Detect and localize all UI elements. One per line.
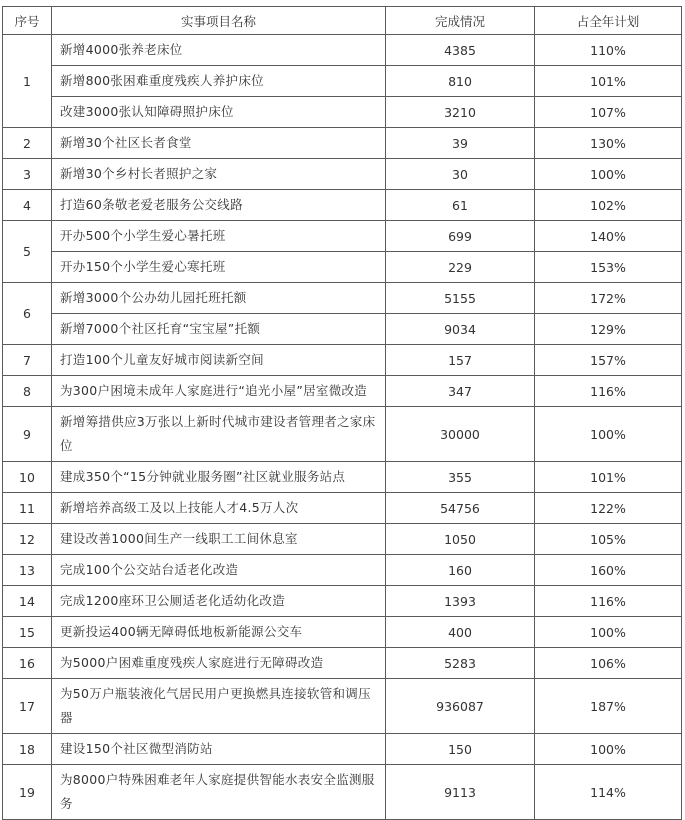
- row-index: 2: [3, 128, 52, 159]
- project-name: 新增筹措供应3万张以上新时代城市建设者管理者之家床位: [52, 407, 386, 462]
- project-name: 更新投运400辆无障碍低地板新能源公交车: [52, 617, 386, 648]
- completion-value: 160: [386, 555, 535, 586]
- completion-value: 39: [386, 128, 535, 159]
- row-index: 6: [3, 283, 52, 345]
- table-row: [3, 376, 682, 407]
- row-index: 15: [3, 617, 52, 648]
- plan-percent: 101%: [535, 66, 682, 97]
- completion-value: 1393: [386, 586, 535, 617]
- table-row: [3, 734, 682, 765]
- completion-value: 400: [386, 617, 535, 648]
- completion-value: 157: [386, 345, 535, 376]
- project-name: 改建3000张认知障碍照护床位: [52, 97, 386, 128]
- completion-value: 355: [386, 462, 535, 493]
- project-name: 新增30个社区长者食堂: [52, 128, 386, 159]
- plan-percent: 129%: [535, 314, 682, 345]
- table-row: [3, 345, 682, 376]
- row-index: 9: [3, 407, 52, 462]
- project-name: 建设改善1000间生产一线职工工间休息室: [52, 524, 386, 555]
- project-name: 新增培养高级工及以上技能人才4.5万人次: [52, 493, 386, 524]
- plan-percent: 100%: [535, 734, 682, 765]
- table-row: [3, 252, 682, 283]
- table-row: [3, 159, 682, 190]
- table-row: [3, 555, 682, 586]
- plan-percent: 106%: [535, 648, 682, 679]
- table-row: [3, 765, 682, 820]
- plan-percent: 153%: [535, 252, 682, 283]
- project-name: 新增3000个公办幼儿园托班托额: [52, 283, 386, 314]
- project-name: 新增30个乡村长者照护之家: [52, 159, 386, 190]
- table-row: [3, 407, 682, 462]
- project-name: 完成1200座环卫公厕适老化适幼化改造: [52, 586, 386, 617]
- project-name: 新增7000个社区托育“宝宝屋”托额: [52, 314, 386, 345]
- project-name: 打造100个儿童友好城市阅读新空间: [52, 345, 386, 376]
- plan-percent: 100%: [535, 407, 682, 462]
- row-index: 4: [3, 190, 52, 221]
- table-row: [3, 679, 682, 734]
- table-row: [3, 128, 682, 159]
- plan-percent: 101%: [535, 462, 682, 493]
- project-table: [2, 6, 682, 820]
- project-name: 开办150个小学生爱心寒托班: [52, 252, 386, 283]
- table-row: [3, 283, 682, 314]
- completion-value: 9113: [386, 765, 535, 820]
- header-project: 实事项目名称: [52, 7, 386, 35]
- row-index: 5: [3, 221, 52, 283]
- project-name: 为8000户特殊困难老年人家庭提供智能水表安全监测服务: [52, 765, 386, 820]
- project-name: 为50万户瓶装液化气居民用户更换燃具连接软管和调压器: [52, 679, 386, 734]
- completion-value: 30: [386, 159, 535, 190]
- plan-percent: 140%: [535, 221, 682, 252]
- completion-value: 3210: [386, 97, 535, 128]
- table-row: [3, 617, 682, 648]
- completion-value: 4385: [386, 35, 535, 66]
- plan-percent: 110%: [535, 35, 682, 66]
- completion-value: 61: [386, 190, 535, 221]
- completion-value: 1050: [386, 524, 535, 555]
- completion-value: 150: [386, 734, 535, 765]
- plan-percent: 187%: [535, 679, 682, 734]
- project-name: 建成350个“15分钟就业服务圈”社区就业服务站点: [52, 462, 386, 493]
- table-body: [3, 35, 682, 820]
- table-row: [3, 35, 682, 66]
- plan-percent: 157%: [535, 345, 682, 376]
- row-index: 3: [3, 159, 52, 190]
- row-index: 8: [3, 376, 52, 407]
- completion-value: 30000: [386, 407, 535, 462]
- project-name: 开办500个小学生爱心暑托班: [52, 221, 386, 252]
- table-row: [3, 97, 682, 128]
- plan-percent: 122%: [535, 493, 682, 524]
- table-row: [3, 314, 682, 345]
- completion-value: 9034: [386, 314, 535, 345]
- completion-value: 5283: [386, 648, 535, 679]
- row-index: 17: [3, 679, 52, 734]
- table-row: [3, 462, 682, 493]
- table-row: [3, 524, 682, 555]
- table-row: [3, 586, 682, 617]
- plan-percent: 100%: [535, 617, 682, 648]
- row-index: 13: [3, 555, 52, 586]
- plan-percent: 102%: [535, 190, 682, 221]
- plan-percent: 114%: [535, 765, 682, 820]
- row-index: 18: [3, 734, 52, 765]
- plan-percent: 160%: [535, 555, 682, 586]
- row-index: 7: [3, 345, 52, 376]
- table-row: [3, 648, 682, 679]
- project-name: 建设150个社区微型消防站: [52, 734, 386, 765]
- row-index: 12: [3, 524, 52, 555]
- plan-percent: 130%: [535, 128, 682, 159]
- table-row: [3, 493, 682, 524]
- row-index: 11: [3, 493, 52, 524]
- plan-percent: 116%: [535, 586, 682, 617]
- header-row: [3, 7, 682, 35]
- row-index: 19: [3, 765, 52, 820]
- completion-value: 699: [386, 221, 535, 252]
- completion-value: 810: [386, 66, 535, 97]
- table-row: [3, 66, 682, 97]
- table-row: [3, 190, 682, 221]
- project-name: 为5000户困难重度残疾人家庭进行无障碍改造: [52, 648, 386, 679]
- completion-value: 936087: [386, 679, 535, 734]
- project-name: 为300户困境未成年人家庭进行“追光小屋”居室微改造: [52, 376, 386, 407]
- row-index: 16: [3, 648, 52, 679]
- row-index: 14: [3, 586, 52, 617]
- header-index: 序号: [3, 7, 52, 35]
- plan-percent: 107%: [535, 97, 682, 128]
- project-name: 完成100个公交站台适老化改造: [52, 555, 386, 586]
- table-row: [3, 221, 682, 252]
- header-ratio: 占全年计划: [535, 7, 682, 35]
- plan-percent: 105%: [535, 524, 682, 555]
- completion-value: 5155: [386, 283, 535, 314]
- project-name: 新增800张困难重度残疾人养护床位: [52, 66, 386, 97]
- project-name: 新增4000张养老床位: [52, 35, 386, 66]
- row-index: 10: [3, 462, 52, 493]
- plan-percent: 172%: [535, 283, 682, 314]
- completion-value: 347: [386, 376, 535, 407]
- plan-percent: 116%: [535, 376, 682, 407]
- completion-value: 229: [386, 252, 535, 283]
- row-index: 1: [3, 35, 52, 128]
- header-status: 完成情况: [386, 7, 535, 35]
- plan-percent: 100%: [535, 159, 682, 190]
- completion-value: 54756: [386, 493, 535, 524]
- project-name: 打造60条敬老爱老服务公交线路: [52, 190, 386, 221]
